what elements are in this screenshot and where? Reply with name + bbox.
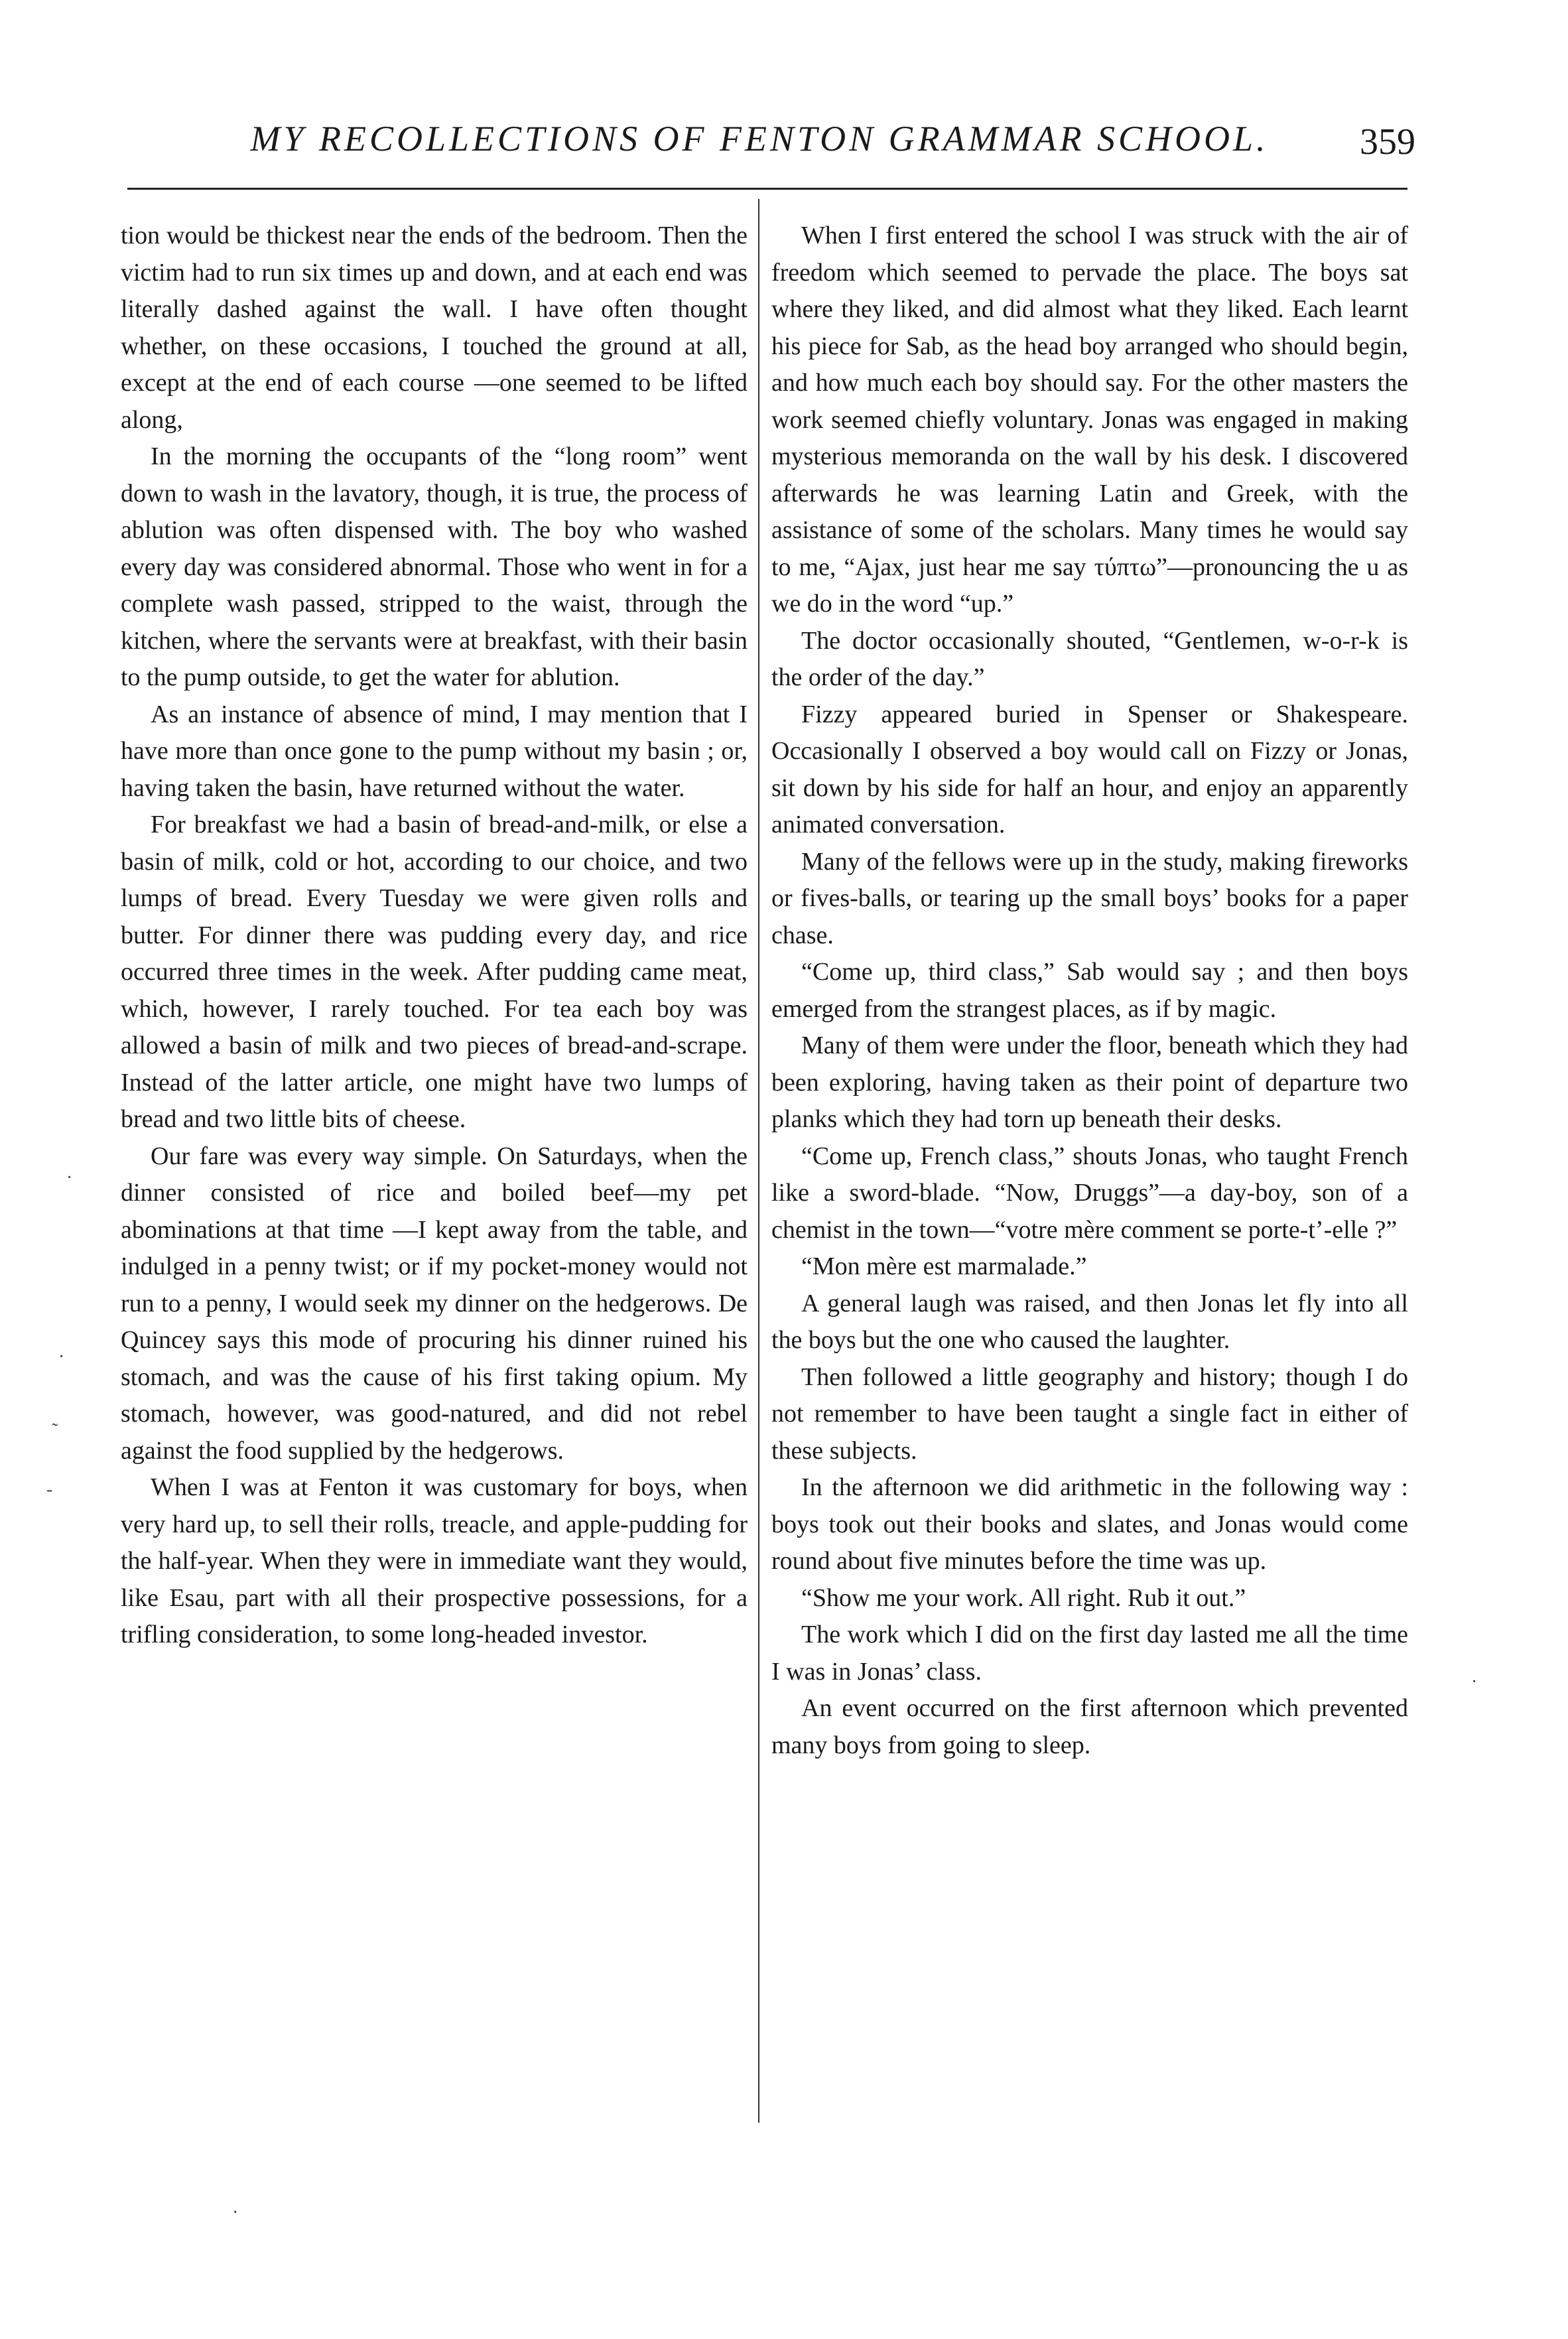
- paragraph: “Come up, third class,” Sab would say ; and then boys emerged from the strangest places, as if by magic.: [771, 958, 1408, 1023]
- margin-speck: ·: [58, 1347, 65, 1367]
- paragraph: The doctor occasionally shouted, “Gentlemen, w-o-r-k is the order of the day.”: [771, 626, 1408, 691]
- paragraph: An event occurred on the first afternoon which prevented many boys from going to sleep.: [771, 1694, 1408, 1759]
- margin-speck: ·: [66, 1168, 73, 1188]
- margin-speck: ‐: [46, 1479, 53, 1500]
- paragraph: A general laugh was raised, and then Jonas let fly into all the boys but the one who caused the laughter.: [771, 1289, 1408, 1354]
- paragraph: In the afternoon we did arithmetic in the following way : boys took out their books and slates, and Jonas would come round about five minutes before the time was up.: [771, 1473, 1408, 1575]
- margin-speck: ˷: [52, 1406, 58, 1427]
- margin-speck: ·: [232, 2202, 239, 2223]
- header-rule: [127, 188, 1407, 190]
- paragraph: As an instance of absence of mind, I may mention that I have more than once gone to the pump without my basin ; or, having taken the basin, have returned without the water.: [121, 700, 748, 802]
- paragraph: When I was at Fenton it was customary for boys, when very hard up, to sell their rolls, treacle, and apple-pudding for the half-year. When they were in immediate want they would, like Esau, part with all their prospective possessions, for a trifling consideration, to some long-headed investor.: [121, 1473, 748, 1648]
- margin-speck: ·: [1471, 1672, 1478, 1692]
- paragraph: Many of them were under the floor, beneath which they had been exploring, having taken as their point of departure two planks which they had torn up beneath their desks.: [771, 1032, 1408, 1133]
- paragraph: In the morning the occupants of the “long room” went down to wash in the lavatory, though, it is true, the process of ablution was often dispensed with. The boy who washed every day was considered abnormal. Those who went in for a complete wash passed, stripped to the waist, through the kitchen, where the servants were at breakfast, with their basin to the pump outside, to get the water for ablution.: [121, 442, 748, 691]
- paragraph: “Come up, French class,” shouts Jonas, who taught French like a sword-blade. “Now, Druggs”—a day-boy, son of a chemist in the town—“votre mère comment se porte-t’-elle ?”: [771, 1142, 1408, 1244]
- paragraph: When I first entered the school I was struck with the air of freedom which seemed to pervade the place. The boys sat where they liked, and did almost what they liked. Each learnt his piece for Sab, as the head boy arranged who should begin, and how much each boy should say. For the other masters the work seemed chiefly voluntary. Jonas was engaged in making mysterious memoranda on the wall by his desk. I discovered afterwards he was learning Latin and Greek, with the assistance of some of the scholars. Many times he would say to me, “Ajax, just hear me say τύπτω”—pronouncing the u as we do in the word “up.”: [771, 222, 1408, 618]
- page-number: 359: [1360, 121, 1415, 163]
- paragraph: “Mon mère est marmalade.”: [801, 1252, 1087, 1280]
- paragraph: Then followed a little geography and history; though I do not remember to have been taught a single fact in either of these subjects.: [771, 1363, 1408, 1465]
- paragraph: Many of the fellows were up in the study, making fireworks or fives-balls, or tearing up the small boys’ books for a paper chase.: [771, 847, 1408, 949]
- paragraph: For breakfast we had a basin of bread-and-milk, or else a basin of milk, cold or hot, according to our choice, and two lumps of bread. Every Tuesday we were given rolls and butter. For dinner there was pudding every day, and rice occurred three times in the week. After pudding came meat, which, however, I rarely touched. For tea each boy was allowed a basin of milk and two pieces of bread-and-scrape. Instead of the latter article, one might have two lumps of bread and two little bits of cheese.: [121, 811, 748, 1133]
- paragraph: “Show me your work. All right. Rub it out.”: [801, 1583, 1246, 1612]
- column-divider: [758, 199, 759, 2123]
- running-title: MY RECOLLECTIONS OF FENTON GRAMMAR SCHOOL.: [250, 119, 1269, 159]
- right-column: [771, 218, 1408, 1764]
- left-column: [121, 218, 748, 1654]
- paragraph: Our fare was every way simple. On Saturdays, when the dinner consisted of rice and boiled beef—my pet abominations at that time —I kept away from the table, and indulged in a penny twist; or if my pocket-money would not run to a penny, I would seek my dinner on the hedgerows. De Quincey says this mode of procuring his dinner ruined his stomach, and was the cause of his first taking opium. My stomach, however, was good-natured, and did not rebel against the food supplied by the hedgerows.: [121, 1142, 748, 1465]
- paragraph: The work which I did on the first day lasted me all the time I was in Jonas’ class.: [771, 1621, 1408, 1686]
- paragraph: Fizzy appeared buried in Spenser or Shakespeare. Occasionally I observed a boy would call on Fizzy or Jonas, sit down by his side for half an hour, and enjoy an apparently animated conversation.: [771, 700, 1408, 838]
- paragraph: tion would be thickest near the ends of the bedroom. Then the victim had to run six times up and down, and at each end was literally dashed against the wall. I have often thought whether, on these occasions, I touched the ground at all, except at the end of each course —one seemed to be lifted along,: [121, 222, 748, 434]
